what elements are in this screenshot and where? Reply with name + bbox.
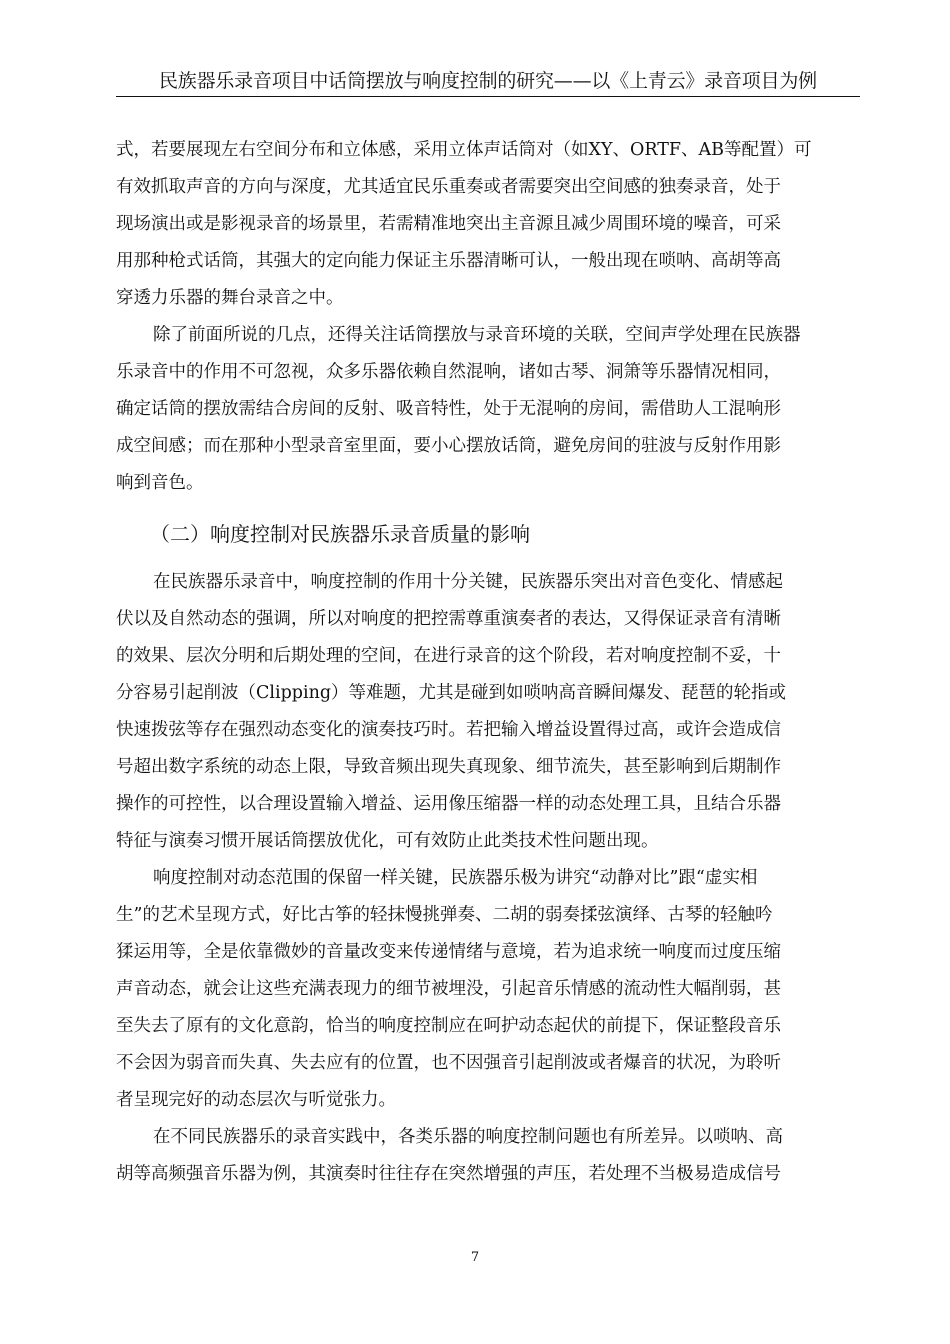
body-line: 的效果、层次分明和后期处理的空间，在进行录音的这个阶段，若对响度控制不妥，十 [116, 646, 781, 666]
body-line: 特征与演奏习惯开展话筒摆放优化，可有效防止此类技术性问题出现。 [116, 831, 659, 851]
body-line: 现场演出或是影视录音的场景里，若需精准地突出主音源且减少周围环境的噪音，可采 [116, 214, 781, 234]
body-line: 用那种枪式话筒，其强大的定向能力保证主乐器清晰可认，一般出现在唢呐、高胡等高 [116, 251, 781, 271]
paragraph-first-line: 响度控制对动态范围的保留一样关键，民族器乐极为讲究“动静对比”跟“虚实相 [153, 868, 758, 888]
body-line: 号超出数字系统的动态上限，导致音频出现失真现象、细节流失，甚至影响到后期制作 [116, 757, 781, 777]
page-header-title: 民族器乐录音项目中话筒摆放与响度控制的研究——以《上青云》录音项目为例 [158, 70, 817, 92]
header-divider [116, 96, 860, 97]
body-line: 有效抓取声音的方向与深度，尤其适宜民乐重奏或者需要突出空间感的独奏录音，处于 [116, 177, 781, 197]
paragraph-first-line: 在不同民族器乐的录音实践中，各类乐器的响度控制问题也有所差异。以唢呐、高 [153, 1127, 783, 1147]
body-line: 猱运用等，全是依靠微妙的音量改变来传递情绪与意境，若为追求统一响度而过度压缩 [116, 942, 781, 962]
body-line: 胡等高频强音乐器为例，其演奏时往往存在突然增强的声压，若处理不当极易造成信号 [116, 1164, 781, 1184]
body-line: 操作的可控性，以合理设置输入增益、运用像压缩器一样的动态处理工具，且结合乐器 [116, 794, 781, 814]
body-line: 分容易引起削波（Clipping）等难题，尤其是碰到如唢呐高音瞬间爆发、琵琶的轮指或 [116, 683, 787, 703]
body-line: 成空间感；而在那种小型录音室里面，要小心摆放话筒，避免房间的驻波与反射作用影 [116, 436, 781, 456]
body-line: 穿透力乐器的舞台录音之中。 [116, 288, 344, 308]
paragraph-first-line: 除了前面所说的几点，还得关注话筒摆放与录音环境的关联，空间声学处理在民族器 [153, 325, 801, 345]
body-line: 确定话筒的摆放需结合房间的反射、吸音特性，处于无混响的房间，需借助人工混响形 [116, 399, 781, 419]
body-line: 至失去了原有的文化意韵，恰当的响度控制应在呵护动态起伏的前提下，保证整段音乐 [116, 1016, 781, 1036]
page-number: 7 [470, 1250, 480, 1265]
body-line: 乐录音中的作用不可忽视，众多乐器依赖自然混响，诸如古琴、洞箫等乐器情况相同， [116, 362, 781, 382]
section-heading: （二）响度控制对民族器乐录音质量的影响 [150, 522, 530, 546]
body-line: 者呈现完好的动态层次与听觉张力。 [116, 1090, 396, 1110]
body-line: 生”的艺术呈现方式，好比古筝的轻抹慢挑弹奏、二胡的弱奏揉弦演绎、古琴的轻触吟 [116, 905, 773, 925]
body-line: 声音动态，就会让这些充满表现力的细节被埋没，引起音乐情感的流动性大幅削弱，甚 [116, 979, 781, 999]
body-line: 响到音色。 [116, 473, 204, 493]
paragraph-first-line: 在民族器乐录音中，响度控制的作用十分关键，民族器乐突出对音色变化、情感起 [153, 572, 783, 592]
body-line: 不会因为弱音而失真、失去应有的位置，也不因强音引起削波或者爆音的状况，为聆听 [116, 1053, 781, 1073]
body-line: 式，若要展现左右空间分布和立体感，采用立体声话筒对（如XY、ORTF、AB等配置）可 [116, 140, 812, 160]
body-line: 伏以及自然动态的强调，所以对响度的把控需尊重演奏者的表达，又得保证录音有清晰 [116, 609, 781, 629]
body-line: 快速拨弦等存在强烈动态变化的演奏技巧时。若把输入增益设置得过高，或许会造成信 [116, 720, 781, 740]
